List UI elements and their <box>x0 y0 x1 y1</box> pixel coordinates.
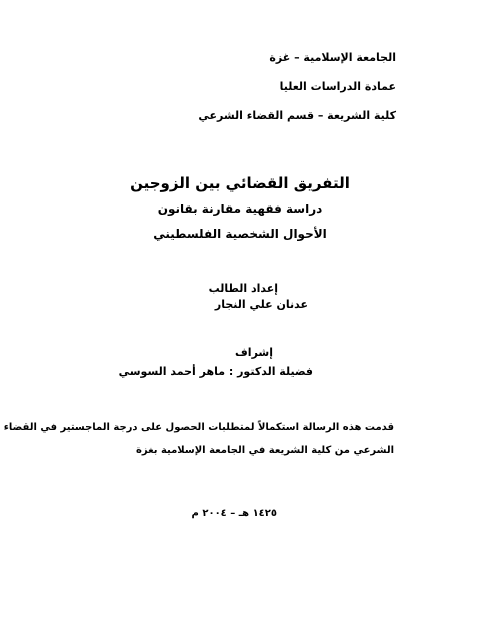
submission-statement-line1: قدمت هذه الرسالة استكمالاً لمتطلبات الحصول على درجة الماجستير في القضاء <box>3 422 394 433</box>
university-name: الجامعة الإسلامية – غزة <box>269 51 396 64</box>
supervision-label: إشراف <box>235 346 273 359</box>
thesis-subtitle-line1: دراسة فقهية مقارنة بقانون <box>157 202 323 216</box>
thesis-subtitle-line2: الأحوال الشخصية الفلسطيني <box>153 227 327 241</box>
supervisor-name: فضيلة الدكتور : ماهر أحمد السوسي <box>118 365 313 378</box>
student-name: عدنان علي النجار <box>214 298 308 311</box>
thesis-title: التفريق القضائي بين الزوجين <box>130 174 350 192</box>
submission-date: ١٤٢٥ هـ – ٢٠٠٤ م <box>191 508 277 519</box>
faculty-department: كلية الشريعة – قسم القضاء الشرعي <box>198 109 396 122</box>
deanship-name: عمادة الدراسات العليا <box>279 80 396 93</box>
prepared-by-label: إعداد الطالب <box>208 282 278 295</box>
submission-statement-line2: الشرعي من كلية الشريعة في الجامعة الإسلامية بغزة <box>135 445 394 456</box>
